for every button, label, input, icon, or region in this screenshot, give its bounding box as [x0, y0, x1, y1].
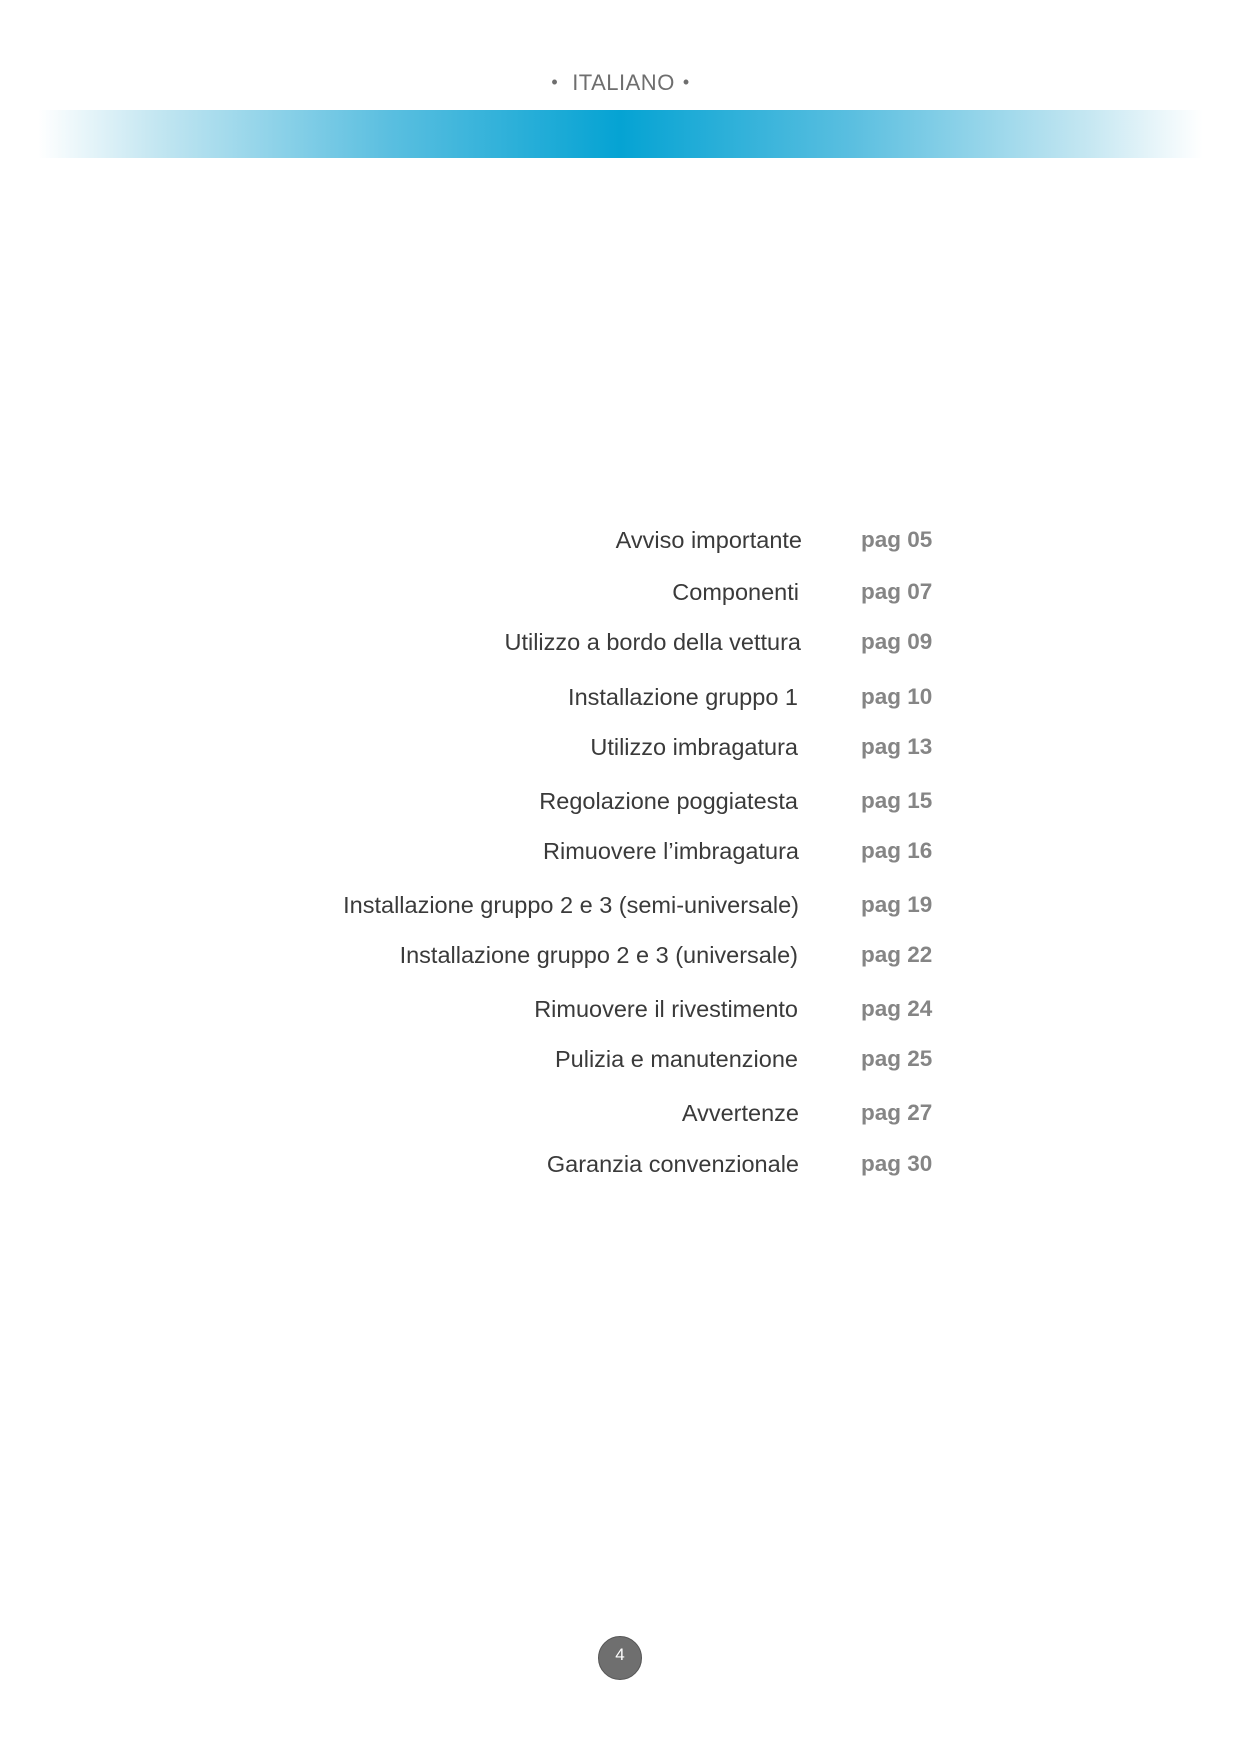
- toc-entry: [0, 523, 1241, 557]
- toc-entry-page: pag 19: [861, 892, 933, 917]
- toc-entry-title: Componenti: [672, 579, 799, 605]
- toc-entry-page: pag 13: [861, 734, 933, 759]
- toc-entry-page: pag 30: [861, 1151, 933, 1176]
- toc-entry: [0, 888, 1241, 922]
- toc-entry: [0, 680, 1241, 714]
- toc-entry: [0, 1042, 1241, 1076]
- toc-entry-page: pag 15: [861, 788, 933, 813]
- toc-entry: [0, 784, 1241, 818]
- toc-entry: [0, 992, 1241, 1026]
- toc-entry-page: pag 24: [861, 996, 933, 1021]
- toc-entry-page: pag 10: [861, 684, 933, 709]
- toc-entry-title: Avviso importante: [615, 527, 802, 553]
- toc-entry-title: Utilizzo imbragatura: [590, 734, 798, 760]
- page-number-badge: 4: [598, 1636, 642, 1680]
- toc-entry: [0, 834, 1241, 868]
- toc-entry-page: pag 07: [861, 579, 933, 604]
- toc-entry-page: pag 16: [861, 838, 933, 863]
- toc-entry-title: Garanzia convenzionale: [546, 1151, 799, 1177]
- toc-entry-title: Rimuovere l’imbragatura: [543, 838, 799, 864]
- toc-entry: [0, 1096, 1241, 1130]
- toc-entry-title: Installazione gruppo 2 e 3 (universale): [399, 942, 798, 968]
- toc-entry-page: pag 09: [861, 629, 933, 654]
- toc-entry-page: pag 22: [861, 942, 933, 967]
- toc-entry-page: pag 25: [861, 1046, 933, 1071]
- toc-entry-title: Regolazione poggiatesta: [539, 788, 798, 814]
- toc-entry-title: Installazione gruppo 1: [568, 684, 798, 710]
- bullet-icon: •: [682, 72, 690, 92]
- toc-entry: [0, 575, 1241, 609]
- toc-entry: [0, 1147, 1241, 1181]
- toc-entry-page: pag 05: [861, 527, 933, 552]
- toc-entry: [0, 938, 1241, 972]
- toc-entry: [0, 625, 1241, 659]
- toc-entry-title: Installazione gruppo 2 e 3 (semi-universale): [343, 892, 799, 918]
- toc-entry-page: pag 27: [861, 1100, 933, 1125]
- toc-entry-title: Rimuovere il rivestimento: [534, 996, 798, 1022]
- toc-entry-title: Utilizzo a bordo della vettura: [504, 629, 801, 655]
- toc-entry-title: Avvertenze: [681, 1100, 799, 1126]
- language-label: ITALIANO: [572, 70, 675, 95]
- toc-entry: [0, 730, 1241, 764]
- bullet-icon: •: [551, 72, 559, 92]
- toc-entry-title: Pulizia e manutenzione: [555, 1046, 798, 1072]
